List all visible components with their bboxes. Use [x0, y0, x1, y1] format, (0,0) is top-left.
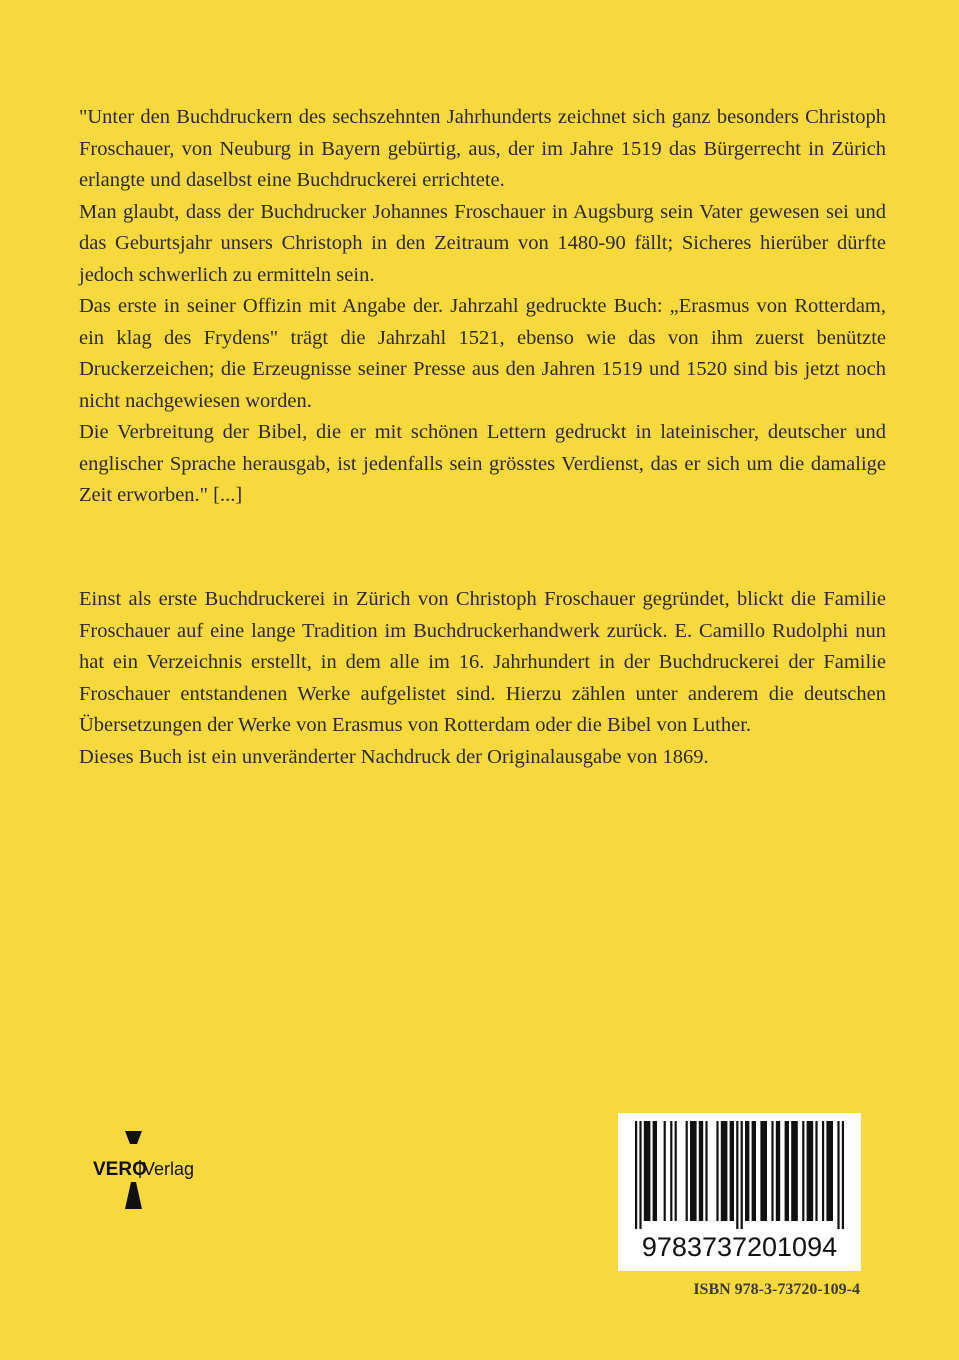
barcode-bar: [802, 1121, 804, 1221]
barcode-bar: [822, 1121, 824, 1221]
logo-top-wedge: [125, 1131, 142, 1144]
barcode-bar: [635, 1121, 637, 1229]
barcode-bar: [760, 1121, 767, 1221]
description-paragraph-1: Einst als erste Buchdruckerei in Zürich von Christoph Froschauer gegründet, blickt die Familie Froschauer auf eine lange Tradition im Buchdruckerhandwerk zurück. E. Camillo Rudolphi nun hat ein Verzeichnis erstellt, in dem alle im 16. Jahrhundert in der Buchdruckerei der Familie Froschauer entstandenen Werke aufgelistet sind. Hierzu zählen unter anderem die deutschen Übersetzungen der Werke von Erasmus von Rotterdam oder die Bibel von Luther.: [79, 588, 886, 736]
barcode-bar: [670, 1121, 672, 1221]
barcode-bar: [639, 1121, 641, 1229]
description-paragraph-2: Dieses Buch ist ein unveränderter Nachdruck der Originalausgabe von 1869.: [79, 745, 709, 768]
barcode-bar: [791, 1121, 798, 1221]
barcode-bar: [807, 1121, 814, 1221]
quote-paragraph-2: Man glaubt, dass der Buchdrucker Johannes Froschauer in Augsburg sein Vater gewesen sei und das Geburtsjahr unsers Christoph in den Zeitraum von 1480-90 fällt; Sicheres hierüber dürfte jedoch schwerlich zu ermitteln sein.: [79, 200, 886, 286]
publisher-logo: [92, 1130, 204, 1210]
barcode-bar: [837, 1121, 839, 1229]
barcode-bar: [741, 1121, 743, 1229]
barcode-bar: [675, 1121, 677, 1221]
logo-bottom-wedge: [125, 1182, 142, 1209]
barcode-digits: 9783737201094: [641, 1232, 838, 1262]
barcode-bar: [644, 1121, 651, 1221]
barcode-bar: [730, 1121, 734, 1221]
barcode-bar: [752, 1121, 756, 1221]
quote-paragraph-4: Die Verbreitung der Bibel, die er mit schönen Lettern gedruckt in lateinischer, deutscher und englischer Sprache herausgab, ist jedenfalls sein grösstes Verdienst, das er sich um die damalige Zeit erworben." [...]: [79, 421, 886, 506]
isbn-label: ISBN 978-3-73720-109-4: [693, 1281, 860, 1298]
barcode: [618, 1113, 861, 1271]
barcode-bar: [705, 1121, 707, 1221]
barcode-bar: [736, 1121, 738, 1229]
barcode-bar: [716, 1121, 718, 1221]
logo-verlag-text: Verlag: [143, 1159, 195, 1179]
barcode-bar: [826, 1121, 833, 1221]
barcode-bar: [721, 1121, 728, 1221]
quote-paragraph-1: "Unter den Buchdruckern des sechszehnten Jahrhunderts zeichnet sich ganz besonders Christoph Froschauer, von Neuburg in Bayern gebürtig, aus, der im Jahre 1519 das Bürgerrecht in Zürich erlangte und daselbst eine Buchdruckerei errichtete.: [79, 106, 886, 191]
barcode-bar: [699, 1121, 703, 1221]
barcode-bar: [785, 1121, 789, 1221]
barcode-bar: [842, 1121, 844, 1229]
barcode-bars: [635, 1121, 844, 1229]
barcode-bar: [745, 1121, 749, 1221]
barcode-bar: [690, 1121, 697, 1221]
publisher-logo-graphic: [92, 1130, 204, 1210]
quote-paragraph-3: Das erste in seiner Offizin mit Angabe der. Jahrzahl gedruckte Buch: „Erasmus von Rotterdam, ein klag des Frydens" trägt die Jahrzahl 1521, ebenso wie das von ihm zuerst benützte Druckerzeichen; die Erzeugnisse seiner Presse aus den Jahren 1519 und 1520 sind bis jetzt noch nicht nachgewiesen worden.: [79, 295, 886, 412]
logo-vero-text: VERO: [93, 1159, 147, 1180]
barcode-bar: [771, 1121, 773, 1221]
barcode-bar: [664, 1121, 666, 1221]
quote-text-block: [79, 102, 886, 512]
barcode-bar: [686, 1121, 688, 1221]
barcode-bar: [653, 1121, 657, 1221]
barcode-graphic: [618, 1113, 861, 1271]
description-text-block: [79, 584, 886, 773]
barcode-bar: [776, 1121, 780, 1221]
barcode-bar: [815, 1121, 817, 1221]
